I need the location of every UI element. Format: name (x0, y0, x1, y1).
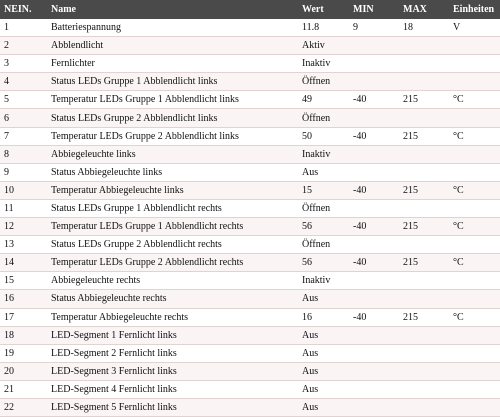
table-row[interactable] (0, 19, 500, 37)
table-row[interactable] (0, 199, 500, 217)
cell-unit: V (453, 19, 500, 37)
table-row[interactable] (0, 37, 500, 55)
cell-name: Status LEDs Gruppe 1 Abblendlicht links (51, 73, 302, 91)
cell-unit: °C (453, 218, 500, 236)
cell-no: 17 (0, 308, 51, 326)
table-row[interactable] (0, 290, 500, 308)
cell-max: 215 (403, 218, 453, 236)
cell-unit (453, 380, 500, 398)
cell-wert: 49 (302, 91, 353, 109)
cell-min (353, 362, 403, 380)
cell-no: 6 (0, 109, 51, 127)
cell-max (403, 398, 453, 416)
cell-no: 15 (0, 272, 51, 290)
cell-no: 13 (0, 236, 51, 254)
cell-name: Status LEDs Gruppe 2 Abblendlicht rechts (51, 236, 302, 254)
column-header-wert[interactable]: Wert (302, 0, 353, 19)
cell-no: 9 (0, 163, 51, 181)
cell-wert: 11.8 (302, 19, 353, 37)
cell-unit (453, 344, 500, 362)
cell-name: Temperatur LEDs Gruppe 2 Abblendlicht rechts (51, 254, 302, 272)
cell-wert: Aktiv (302, 37, 353, 55)
cell-unit: °C (453, 308, 500, 326)
cell-no: 11 (0, 199, 51, 217)
cell-max (403, 236, 453, 254)
table-row[interactable] (0, 254, 500, 272)
column-header-max[interactable]: MAX (403, 0, 453, 19)
cell-min (353, 163, 403, 181)
cell-wert: Aus (302, 362, 353, 380)
cell-max (403, 163, 453, 181)
cell-unit (453, 362, 500, 380)
cell-name: LED-Segment 1 Fernlicht links (51, 326, 302, 344)
cell-no: 21 (0, 380, 51, 398)
table-row[interactable] (0, 163, 500, 181)
cell-unit (453, 145, 500, 163)
table-row[interactable] (0, 326, 500, 344)
cell-max: 18 (403, 19, 453, 37)
cell-wert: 50 (302, 127, 353, 145)
cell-min (353, 290, 403, 308)
cell-max (403, 290, 453, 308)
cell-min: -40 (353, 254, 403, 272)
cell-name: Temperatur Abbiegeleuchte rechts (51, 308, 302, 326)
cell-name: Fernlichter (51, 55, 302, 73)
table-row[interactable] (0, 398, 500, 416)
cell-min (353, 37, 403, 55)
table-row[interactable] (0, 218, 500, 236)
cell-max: 215 (403, 127, 453, 145)
cell-name: Status LEDs Gruppe 1 Abblendlicht rechts (51, 199, 302, 217)
table-row[interactable] (0, 73, 500, 91)
table-row[interactable] (0, 181, 500, 199)
cell-wert: Aus (302, 326, 353, 344)
cell-name: Abbiegeleuchte links (51, 145, 302, 163)
cell-no: 14 (0, 254, 51, 272)
cell-wert: Öffnen (302, 109, 353, 127)
cell-name: LED-Segment 5 Fernlicht links (51, 398, 302, 416)
cell-wert: Öffnen (302, 236, 353, 254)
cell-unit: °C (453, 181, 500, 199)
cell-name: Batteriespannung (51, 19, 302, 37)
cell-wert: Öffnen (302, 73, 353, 91)
cell-name: Temperatur LEDs Gruppe 2 Abblendlicht links (51, 127, 302, 145)
table-body (0, 19, 500, 417)
cell-wert: Aus (302, 380, 353, 398)
cell-unit (453, 37, 500, 55)
cell-max (403, 145, 453, 163)
cell-max (403, 272, 453, 290)
column-header-min[interactable]: MIN (353, 0, 403, 19)
cell-min: -40 (353, 91, 403, 109)
table-row[interactable] (0, 236, 500, 254)
cell-no: 8 (0, 145, 51, 163)
cell-wert: 56 (302, 254, 353, 272)
cell-wert: 56 (302, 218, 353, 236)
cell-name: Status LEDs Gruppe 2 Abblendlicht links (51, 109, 302, 127)
cell-max: 215 (403, 308, 453, 326)
cell-min (353, 326, 403, 344)
cell-wert: Inaktiv (302, 272, 353, 290)
cell-min (353, 55, 403, 73)
cell-unit (453, 398, 500, 416)
cell-max (403, 73, 453, 91)
cell-min: -40 (353, 218, 403, 236)
cell-unit (453, 326, 500, 344)
cell-unit (453, 73, 500, 91)
cell-wert: Öffnen (302, 199, 353, 217)
cell-max: 215 (403, 254, 453, 272)
cell-min (353, 380, 403, 398)
cell-no: 19 (0, 344, 51, 362)
cell-min (353, 145, 403, 163)
cell-max (403, 362, 453, 380)
table-row[interactable] (0, 91, 500, 109)
cell-max (403, 109, 453, 127)
cell-name: Temperatur LEDs Gruppe 1 Abblendlicht links (51, 91, 302, 109)
cell-no: 2 (0, 37, 51, 55)
cell-unit: °C (453, 127, 500, 145)
cell-min (353, 344, 403, 362)
cell-max: 215 (403, 91, 453, 109)
cell-unit (453, 109, 500, 127)
cell-unit (453, 55, 500, 73)
table-row[interactable] (0, 380, 500, 398)
cell-no: 4 (0, 73, 51, 91)
column-header-no[interactable]: NEIN. (0, 0, 51, 19)
cell-wert: Aus (302, 398, 353, 416)
cell-min (353, 236, 403, 254)
cell-no: 10 (0, 181, 51, 199)
cell-wert: 16 (302, 308, 353, 326)
cell-unit: °C (453, 254, 500, 272)
cell-name: Abblendlicht (51, 37, 302, 55)
cell-max (403, 380, 453, 398)
cell-wert: Aus (302, 163, 353, 181)
cell-max (403, 55, 453, 73)
table-header-row (0, 0, 500, 19)
cell-wert: Aus (302, 344, 353, 362)
cell-min (353, 272, 403, 290)
cell-max (403, 37, 453, 55)
table-row[interactable] (0, 145, 500, 163)
cell-unit (453, 272, 500, 290)
column-header-unit[interactable]: Einheiten (453, 0, 500, 19)
cell-min: 9 (353, 19, 403, 37)
cell-name: LED-Segment 2 Fernlicht links (51, 344, 302, 362)
table-row[interactable] (0, 55, 500, 73)
table-row[interactable] (0, 127, 500, 145)
cell-name: Temperatur Abbiegeleuchte links (51, 181, 302, 199)
table-row[interactable] (0, 308, 500, 326)
cell-name: Temperatur LEDs Gruppe 1 Abblendlicht rechts (51, 218, 302, 236)
table-header (0, 0, 500, 19)
cell-unit (453, 199, 500, 217)
cell-min (353, 199, 403, 217)
cell-no: 3 (0, 55, 51, 73)
cell-min (353, 109, 403, 127)
cell-name: Status Abbiegeleuchte rechts (51, 290, 302, 308)
cell-wert: Inaktiv (302, 55, 353, 73)
cell-name: Abbiegeleuchte rechts (51, 272, 302, 290)
cell-max: 215 (403, 181, 453, 199)
cell-min (353, 398, 403, 416)
cell-name: Status Abbiegeleuchte links (51, 163, 302, 181)
column-header-name[interactable]: Name (51, 0, 302, 19)
cell-no: 1 (0, 19, 51, 37)
cell-max (403, 326, 453, 344)
cell-no: 18 (0, 326, 51, 344)
cell-no: 12 (0, 218, 51, 236)
cell-no: 7 (0, 127, 51, 145)
cell-unit (453, 163, 500, 181)
cell-min: -40 (353, 308, 403, 326)
cell-name: LED-Segment 4 Fernlicht links (51, 380, 302, 398)
table-row[interactable] (0, 272, 500, 290)
cell-min (353, 73, 403, 91)
cell-unit (453, 290, 500, 308)
cell-no: 16 (0, 290, 51, 308)
cell-wert: 15 (302, 181, 353, 199)
cell-name: LED-Segment 3 Fernlicht links (51, 362, 302, 380)
cell-no: 5 (0, 91, 51, 109)
cell-unit (453, 236, 500, 254)
cell-min: -40 (353, 181, 403, 199)
cell-no: 22 (0, 398, 51, 416)
cell-wert: Inaktiv (302, 145, 353, 163)
cell-max (403, 344, 453, 362)
cell-wert: Aus (302, 290, 353, 308)
cell-max (403, 199, 453, 217)
table-row[interactable] (0, 344, 500, 362)
cell-min: -40 (353, 127, 403, 145)
table-row[interactable] (0, 109, 500, 127)
cell-unit: °C (453, 91, 500, 109)
cell-no: 20 (0, 362, 51, 380)
table-row[interactable] (0, 362, 500, 380)
